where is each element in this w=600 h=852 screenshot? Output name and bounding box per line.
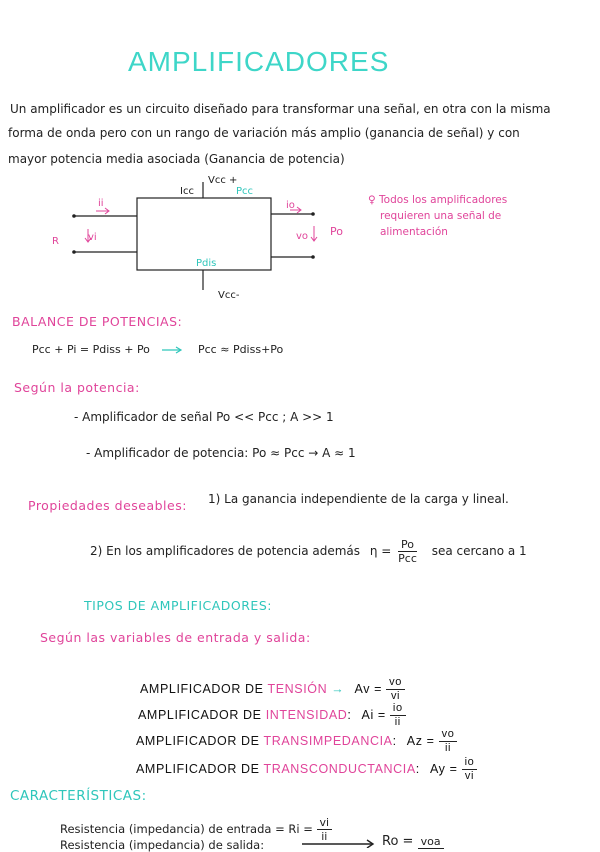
tipo-prefix: AMPLIFICADOR DE	[136, 761, 264, 776]
tipo-symbol: Ai =	[361, 707, 386, 722]
tipo-row-transimpedancia	[136, 728, 457, 755]
segun-potencia-item-2: - Amplificador de potencia: Po ≈ Pcc → A ≈ 1	[86, 446, 356, 460]
vi-label: vi	[88, 232, 97, 243]
propiedades-item-2-tail: sea cercano a 1	[431, 544, 527, 558]
tipo-arrow: :	[415, 761, 420, 776]
page-title: AMPLIFICADORES	[128, 46, 390, 77]
tipo-numerator: vo	[386, 676, 405, 690]
ro-fraction	[418, 835, 444, 849]
balance-heading: BALANCE DE POTENCIAS:	[12, 314, 183, 329]
eta-fraction	[395, 538, 420, 565]
note-line-2: requieren una señal de	[380, 210, 502, 222]
supply-note	[368, 192, 507, 240]
tipo-row-intensidad	[138, 702, 406, 729]
tipo-fraction	[462, 756, 478, 783]
intro-line-2: forma de onda pero con un rango de variación más amplio (ganancia de señal) y con	[8, 126, 520, 140]
intro-line-3: mayor potencia media asociada (Ganancia de potencia)	[8, 152, 345, 166]
eta-numerator: Po	[398, 538, 417, 552]
ro-symbol: Ro =	[382, 834, 414, 849]
icc-label: Icc	[180, 186, 194, 197]
ri-numerator: vi	[317, 816, 333, 830]
tipo-kind: INTENSIDAD	[265, 707, 348, 722]
eta-symbol: η =	[369, 544, 392, 558]
tipo-symbol: Ay =	[429, 761, 458, 776]
tipos-heading: TIPOS DE AMPLIFICADORES:	[84, 598, 272, 613]
tipo-denominator: ii	[444, 742, 452, 754]
po-label: Po	[330, 225, 343, 238]
tipo-prefix: AMPLIFICADOR DE	[140, 681, 268, 696]
balance-equation-right: Pcc ≈ Pdiss+Po	[198, 343, 284, 356]
tipo-row-transconductancia	[136, 756, 477, 783]
eta-denominator: Pcc	[398, 552, 417, 565]
tipo-arrow: :	[347, 707, 352, 722]
ri-denominator: ii	[321, 830, 328, 843]
tipo-denominator: ii	[394, 716, 401, 728]
pdis-label: Pdis	[196, 258, 217, 269]
vcc-plus-label: Vcc +	[208, 175, 238, 186]
tipo-prefix: AMPLIFICADOR DE	[138, 707, 266, 722]
tipo-numerator: io	[390, 702, 406, 716]
ri-fraction	[317, 816, 333, 843]
tipo-kind: TRANSCONDUCTANCIA	[263, 761, 416, 776]
ri-marker-label: R	[52, 236, 59, 247]
caracteristicas-line-2: Resistencia (impedancia) de salida:	[60, 838, 265, 852]
intro-line-1: Un amplificador es un circuito diseñado para transformar una señal, en otra con la misma	[10, 102, 551, 116]
tipo-kind: TENSIÓN	[267, 681, 328, 696]
vcc-minus-label: Vcc-	[218, 290, 240, 301]
tipo-prefix: AMPLIFICADOR DE	[136, 733, 264, 748]
pcc-label: Pcc	[236, 186, 254, 197]
tipo-kind: TRANSIMPEDANCIA	[263, 733, 393, 748]
caracteristicas-heading: CARACTERÍSTICAS:	[10, 788, 147, 804]
lightbulb-icon: ♀	[368, 194, 376, 206]
tipo-symbol: Av =	[354, 681, 383, 696]
io-label: io	[286, 200, 295, 211]
tipo-fraction	[390, 702, 406, 729]
tipo-fraction	[439, 728, 458, 755]
balance-equation-left: Pcc + Pi = Pdiss + Po	[32, 343, 150, 356]
propiedades-heading: Propiedades deseables:	[28, 498, 187, 513]
tipo-arrow: :	[392, 733, 397, 748]
propiedades-item-1: 1) La ganancia independiente de la carga y lineal.	[208, 492, 509, 506]
segun-potencia-item-1: - Amplificador de señal Po << Pcc ; A >> 1	[74, 410, 334, 424]
tipo-arrow: →	[331, 681, 345, 696]
ii-label: ii	[98, 198, 104, 209]
segun-potencia-heading: Según la potencia:	[14, 380, 140, 395]
tipo-fraction	[386, 676, 405, 703]
tipo-numerator: vo	[439, 728, 458, 742]
tipos-subheading: Según las variables de entrada y salida:	[40, 630, 311, 645]
ro-expression	[382, 834, 444, 849]
note-line-1: Todos los amplificadores	[379, 194, 508, 206]
tipo-denominator: vi	[464, 770, 475, 782]
ro-numerator: voa	[418, 835, 444, 849]
tipo-denominator: vi	[390, 690, 401, 702]
ri-text: Resistencia (impedancia) de entrada = Ri =	[60, 822, 313, 836]
propiedades-item-2	[90, 538, 527, 565]
tipo-row-tension	[140, 676, 405, 703]
note-line-3: alimentación	[380, 226, 448, 238]
tipo-numerator: io	[462, 756, 478, 770]
vo-label: vo	[296, 231, 309, 242]
propiedades-item-2-text: 2) En los amplificadores de potencia además	[90, 544, 361, 558]
tipo-symbol: Az =	[406, 733, 435, 748]
